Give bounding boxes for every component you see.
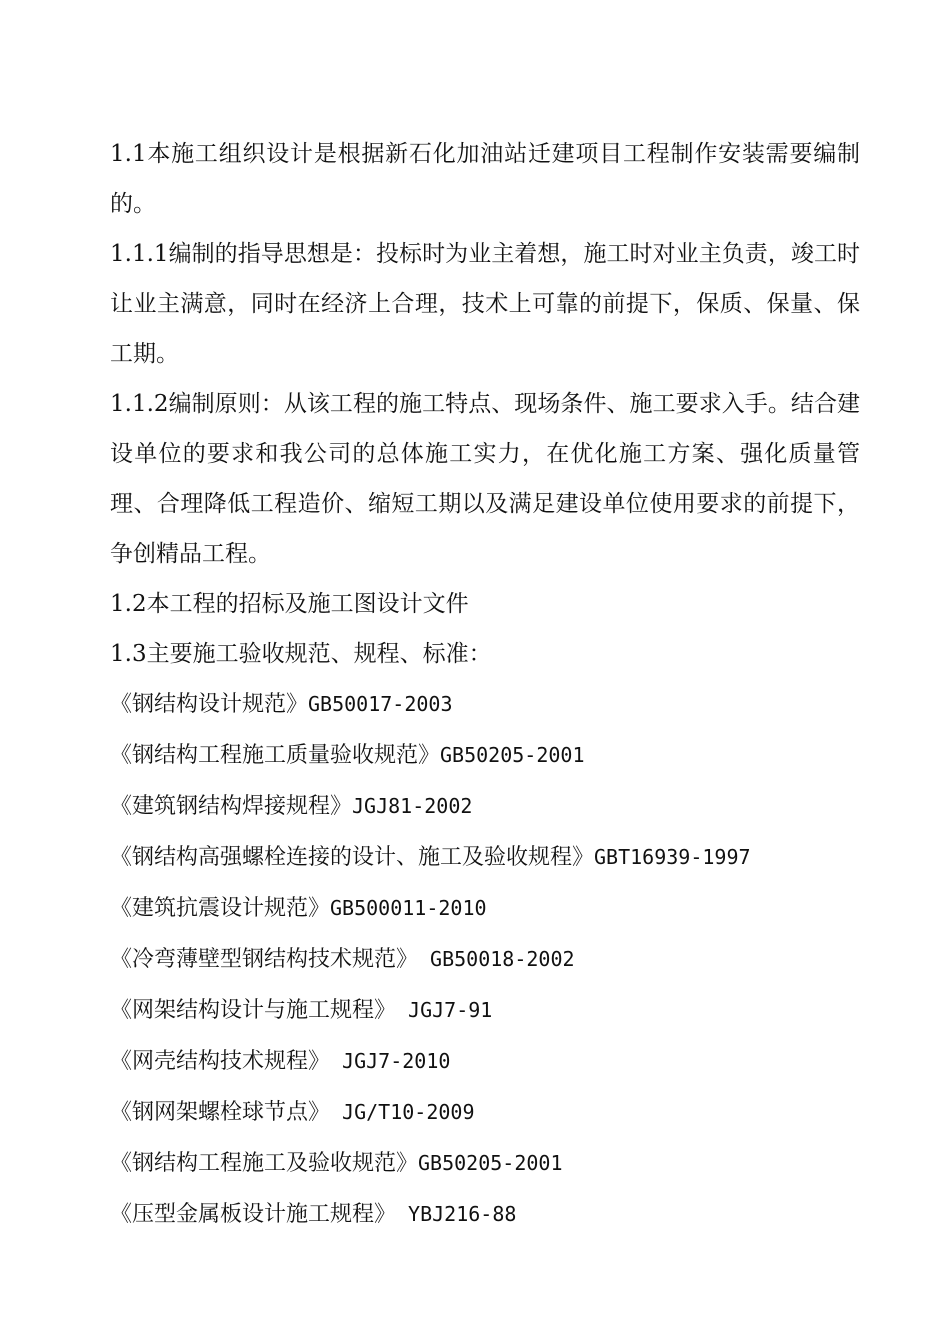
standard-code: JGJ7-91 — [396, 998, 493, 1022]
standard-code: GB50017-2003 — [308, 692, 453, 716]
standard-item — [110, 1036, 860, 1087]
standard-title: 《压型金属板设计施工规程》 — [110, 1202, 397, 1227]
standard-code: JGJ7-2010 — [330, 1049, 451, 1073]
standard-code: JGJ81-2002 — [352, 794, 473, 818]
standard-item — [110, 781, 860, 832]
paragraph-1-1-2: 1.1.2编制原则：从该工程的施工特点、现场条件、施工要求入手。结合建设单位的要求和我公司的总体施工实力，在优化施工方案、强化质量管理、合理降低工程造价、缩短工期以及满足建设单位使用要求的前提下，争创精品工程。 — [110, 391, 860, 567]
standard-title: 《网壳结构技术规程》 — [110, 1049, 331, 1074]
paragraph-1-3: 1.3主要施工验收规范、规程、标准： — [110, 641, 492, 667]
standard-code: GB50205-2001 — [440, 743, 585, 767]
standard-item — [110, 985, 860, 1036]
standard-item — [110, 1087, 860, 1138]
paragraph-1-2: 1.2本工程的招标及施工图设计文件 — [110, 591, 469, 617]
document-body — [110, 129, 860, 1240]
paragraph-1-1: 1.1本施工组织设计是根据新石化加油站迁建项目工程制作安装需要编制的。 — [110, 141, 860, 217]
standard-item — [110, 883, 860, 934]
paragraph-1-1-1: 1.1.1编制的指导思想是：投标时为业主着想，施工时对业主负责，竣工时让业主满意，同时在经济上合理，技术上可靠的前提下，保质、保量、保工期。 — [110, 241, 860, 367]
standard-title: 《建筑抗震设计规范》 — [110, 896, 331, 921]
standard-title: 《钢结构高强螺栓连接的设计、施工及验收规程》 — [110, 845, 595, 870]
standard-code: GB500011-2010 — [330, 896, 487, 920]
standard-item — [110, 832, 860, 883]
standard-code: YBJ216-88 — [396, 1202, 517, 1226]
standard-item — [110, 679, 860, 730]
standard-title: 《钢网架螺栓球节点》 — [110, 1100, 331, 1125]
standard-title: 《钢结构工程施工及验收规范》 — [110, 1151, 419, 1176]
standard-title: 《钢结构工程施工质量验收规范》 — [110, 743, 441, 768]
standard-item — [110, 730, 860, 781]
standard-title: 《冷弯薄壁型钢结构技术规范》 — [110, 947, 419, 972]
standard-item — [110, 1138, 860, 1189]
standard-code: JG/T10-2009 — [330, 1100, 475, 1124]
standard-title: 《网架结构设计与施工规程》 — [110, 998, 397, 1023]
standard-item — [110, 934, 860, 985]
standard-code: GBT16939-1997 — [594, 845, 751, 869]
standard-title: 《建筑钢结构焊接规程》 — [110, 794, 353, 819]
standard-code: GB50205-2001 — [418, 1151, 563, 1175]
standard-title: 《钢结构设计规范》 — [110, 692, 309, 717]
standard-item — [110, 1189, 860, 1240]
standard-code: GB50018-2002 — [418, 947, 575, 971]
